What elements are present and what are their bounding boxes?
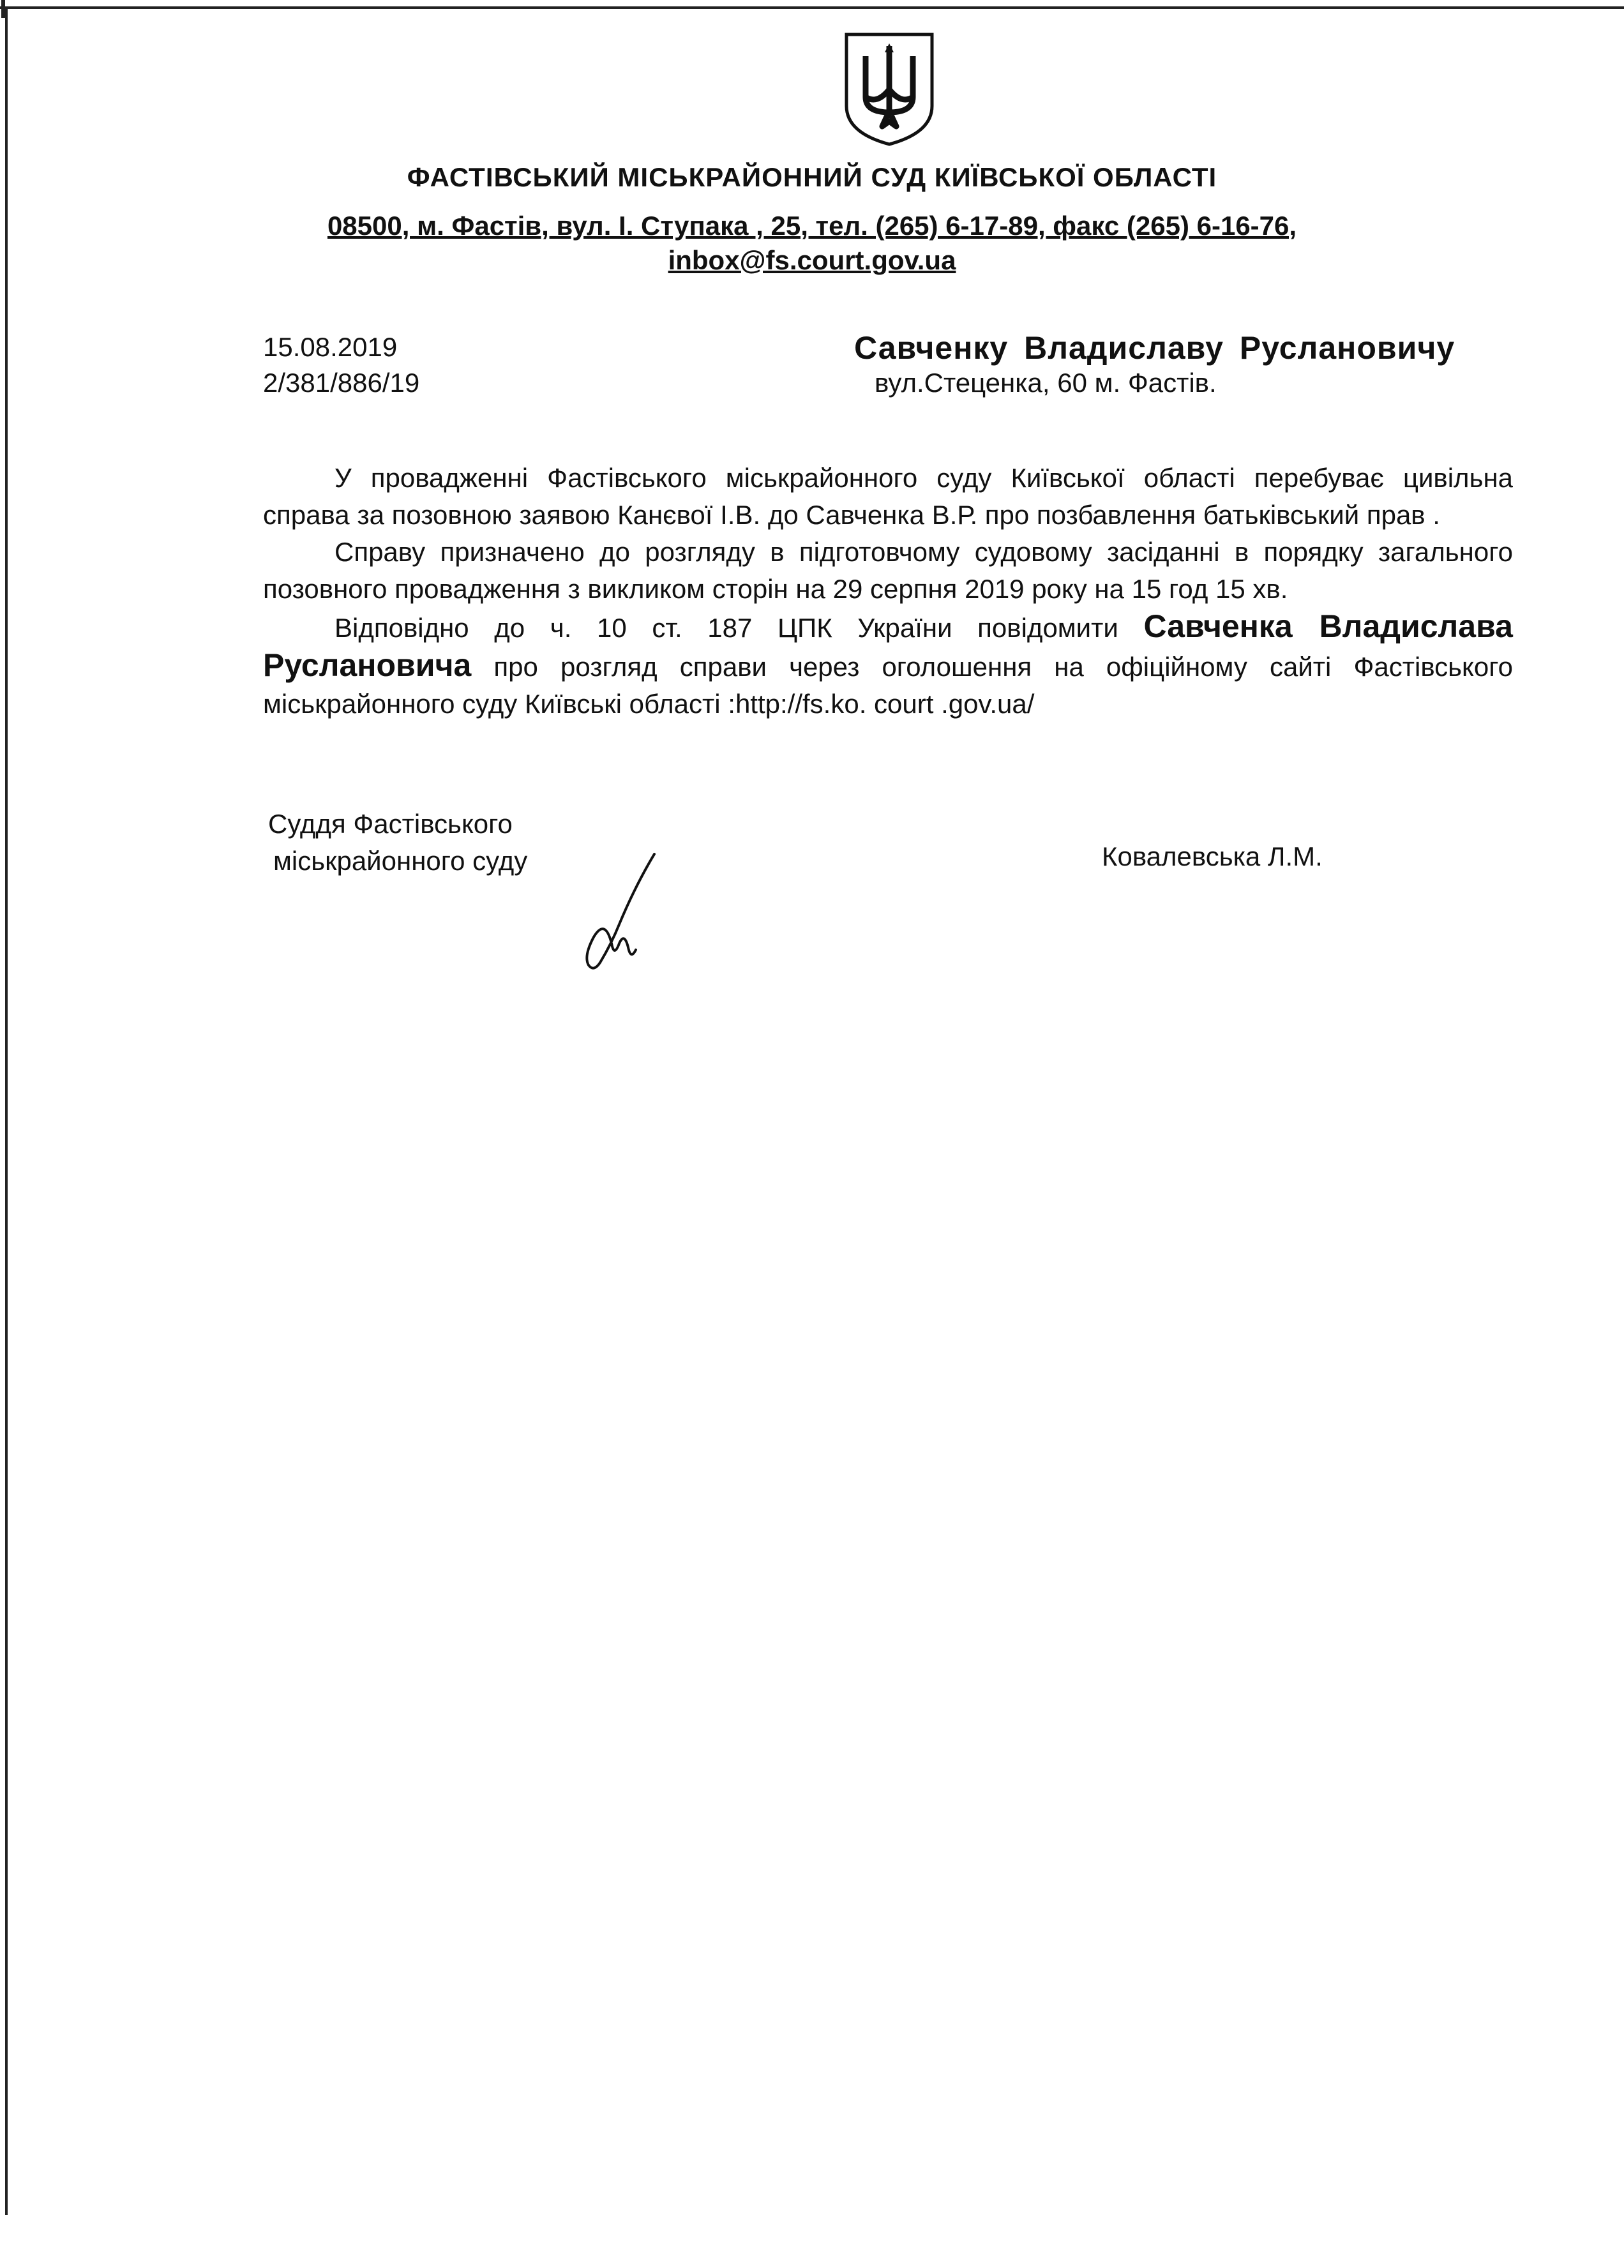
document-number: 2/381/886/19 xyxy=(263,368,420,398)
recipient-name: Савченку Владиславу Руслановичу xyxy=(854,330,1455,366)
scan-artifact-left-border xyxy=(5,6,8,2215)
body-paragraph-3-start: Відповідно до ч. 10 ст. 187 ЦПК України повідомити xyxy=(335,613,1144,643)
letter-body xyxy=(263,460,1513,723)
body-paragraph-2: Справу призначено до розгляду в підготовчому судовому засіданні в порядку загального позовного провадження з викликом сторін на 29 серпня 2019 року на 15 год 15 хв. xyxy=(263,537,1513,604)
signer-title-line-2: міськрайонного суду xyxy=(273,846,528,876)
court-address: 08500, м. Фастів, вул. І. Ступака , 25, тел. (265) 6-17-89, факс (265) 6-16-76, xyxy=(327,211,1297,241)
signer-name: Ковалевська Л.М. xyxy=(1102,841,1323,871)
signer-title xyxy=(268,806,527,880)
trident-coat-of-arms-icon xyxy=(841,31,937,147)
court-email: inbox@fs.court.gov.ua xyxy=(668,245,956,275)
handwritten-signature xyxy=(575,848,677,975)
body-paragraph-1: У провадженні Фастівського міськрайонного суду Київської області перебуває цивільна справа за позовною заявою Канєвої І.В. до Савченка В.Р. про позбавлення батьківський прав . xyxy=(263,463,1513,530)
court-name: ФАСТІВСЬКИЙ МІСЬКРАЙОННИЙ СУД КИЇВСЬКОЇ ОБЛАСТІ xyxy=(407,162,1217,192)
signer-title-line-1: Суддя Фастівського xyxy=(268,809,513,839)
scan-artifact-top-border xyxy=(0,6,1624,9)
body-paragraph-3 xyxy=(263,608,1513,723)
body-paragraph-3-end: про розгляд справи через оголошення на офіційному сайті Фастівського міськрайонного суду Київські області :http://fs.ko. court .gov.ua/ xyxy=(263,652,1513,719)
recipient-address: вул.Стеценка, 60 м. Фастів. xyxy=(875,368,1217,398)
body-paragraph-3-defendant-name: Савченка Владислава Руслановича xyxy=(263,608,1513,683)
document-date: 15.08.2019 xyxy=(263,332,398,362)
